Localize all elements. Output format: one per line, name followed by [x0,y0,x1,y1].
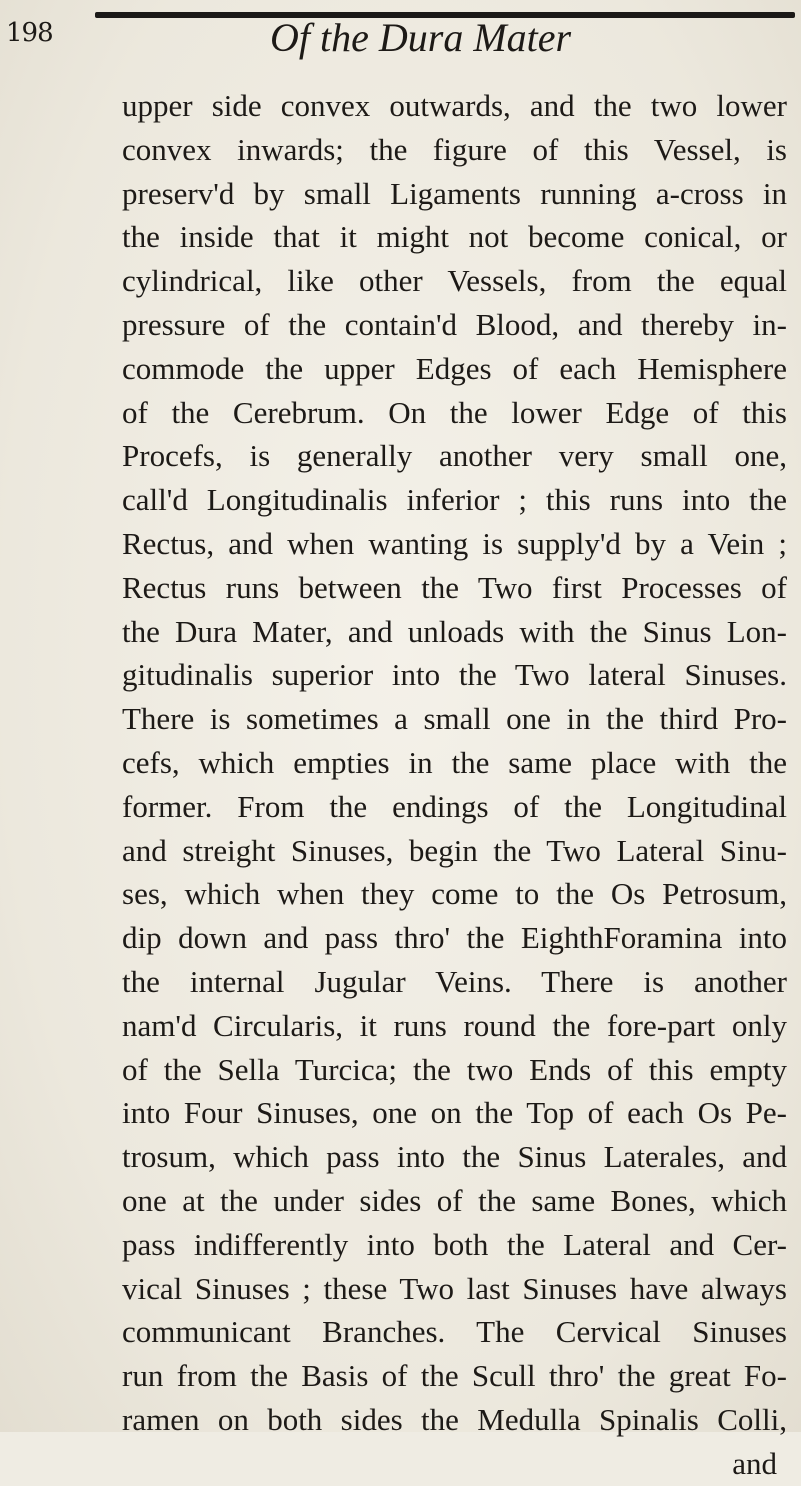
text-line: the inside that it might not become conical, or [122,219,787,255]
text-line: upper side convex outwards, and the two lower [122,88,787,123]
text-line: communicant Branches. The Cervical Sinuses [122,1314,787,1350]
catchword: and [732,1445,777,1481]
text-line: Procefs, is generally another very small one, [122,438,787,474]
text-line: dip down and pass thro' the EighthForamina into [122,920,787,956]
text-line: pressure of the contain'd Blood, and thereby in- [122,306,787,342]
text-line: of the Sella Turcica; the two Ends of this empty [122,1051,787,1087]
text-line: call'd Longitudinalis inferior ; this runs into the [122,482,787,518]
text-line: the internal Jugular Veins. There is another [122,963,787,999]
page-number: 198 [6,18,53,48]
text-line: run from the Basis of the Scull thro' the great Fo- [122,1358,787,1394]
text-line: Rectus runs between the Two first Processes of [122,569,787,605]
text-line: trosum, which pass into the Sinus Laterales, and [122,1139,787,1175]
text-line: nam'd Circularis, it runs round the fore-part only [122,1007,787,1043]
text-line: gitudinalis superior into the Two lateral Sinuses. [122,657,787,693]
text-line: into Four Sinuses, one on the Top of each Os Pe- [122,1095,787,1131]
text-line: ses, which when they come to the Os Petrosum, [122,876,787,912]
text-line: commode the upper Edges of each Hemisphere [122,350,787,386]
text-line: and streight Sinuses, begin the Two Lateral Sinu- [122,832,787,868]
text-line: vical Sinuses ; these Two last Sinuses have always [122,1270,787,1306]
text-line: There is sometimes a small one in the third Pro- [122,701,787,737]
text-line: Rectus, and when wanting is supply'd by a Vein ; [122,525,787,561]
text-line: cefs, which empties in the same place with the [122,744,787,780]
text-line: of the Cerebrum. On the lower Edge of this [122,394,787,430]
text-line: former. From the endings of the Longitudinal [122,788,787,824]
text-line: the Dura Mater, and unloads with the Sinus Lon- [122,613,787,649]
text-line: one at the under sides of the same Bones, which [122,1182,787,1218]
text-line: ramen on both sides the Medulla Spinalis Colli, [122,1401,787,1437]
text-line: convex inwards; the figure of this Vessel, is [122,131,787,167]
text-line: cylindrical, like other Vessels, from the equal [122,263,787,299]
body-text [122,84,787,1486]
text-line: preserv'd by small Ligaments running a-cross in [122,175,787,211]
running-head: Of the Dura Mater [270,15,572,60]
text-line: pass indifferently into both the Lateral and Cer- [122,1226,787,1262]
